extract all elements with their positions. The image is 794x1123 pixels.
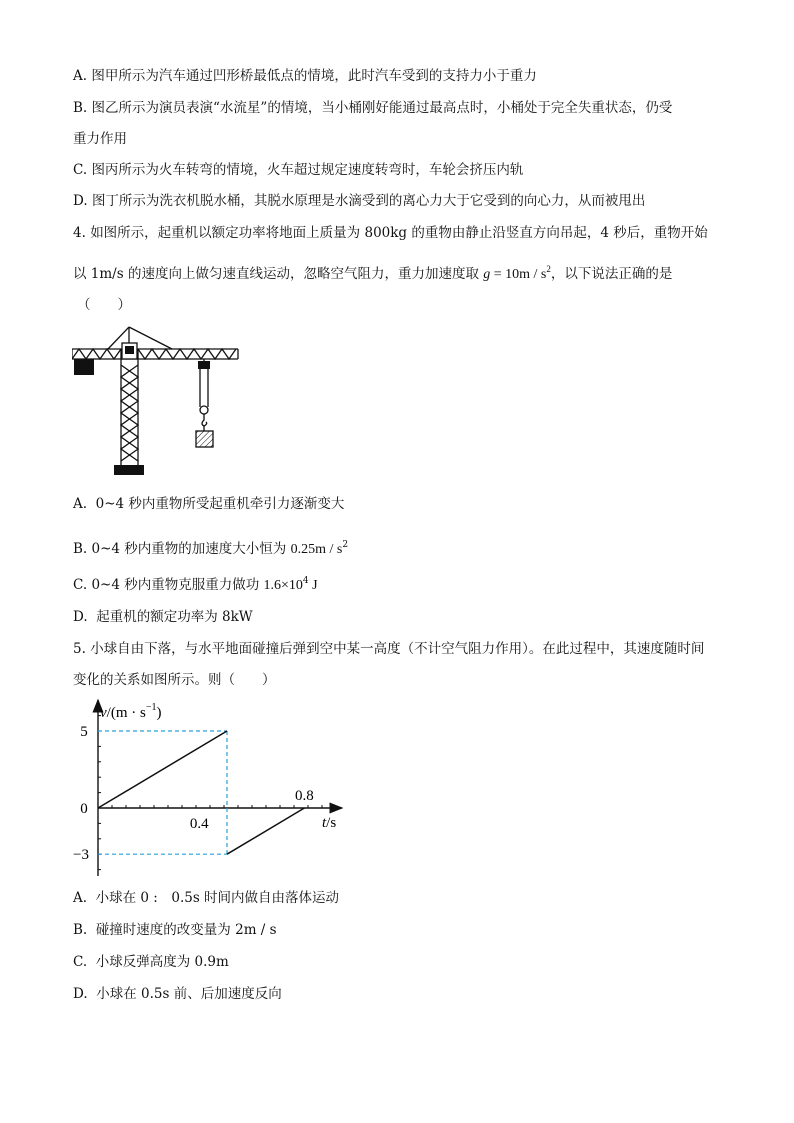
- g-symbol: g: [483, 267, 491, 282]
- option-text: 0~4 秒内重物所受起重机牵引力逐渐变大: [95, 496, 345, 512]
- option-text: 0~4 秒内重物的加速度大小恒为: [91, 541, 291, 557]
- q4-option-b: [73, 536, 348, 559]
- gravity-formula: [483, 264, 551, 282]
- q5-stem-line2: [73, 671, 276, 689]
- option-label: B.: [73, 922, 88, 938]
- option-text: 图丁所示为洗衣机脱水桶，其脱水原理是水滴受到的离心力大于它受到的向心力，从而被甩出: [91, 193, 646, 209]
- option-text: 图甲所示为汽车通过凹形桥最低点的情境，此时汽车受到的支持力小于重力: [91, 68, 537, 84]
- option-prev-b-cont: [73, 130, 127, 148]
- option-text: 碰撞时速度的改变量为 2m / s: [95, 922, 277, 938]
- option-label: B.: [73, 100, 88, 116]
- question-stem: 如图所示，起重机以额定功率将地面上质量为 800kg 的重物由静止沿竖直方向吊起，4 秒后，重物开始: [90, 225, 708, 241]
- x-axis-label: [322, 815, 336, 831]
- option-text: 图丙所示为火车转弯的情境，火车超过规定速度转弯时，车轮会挤压内轨: [91, 162, 524, 178]
- option-text: 重力作用: [73, 131, 127, 147]
- exponent: 4: [302, 576, 309, 586]
- crane-cab-window: [125, 346, 134, 354]
- trolley: [198, 361, 210, 369]
- q4-stem-line2: [73, 260, 672, 284]
- counterweight: [74, 359, 94, 375]
- option-unit: J: [308, 578, 318, 593]
- y-tick-label: −3: [73, 847, 89, 864]
- question-number: 5.: [73, 641, 86, 657]
- x-label-unit: /s: [326, 815, 337, 831]
- y-label-exp: −1: [145, 702, 157, 713]
- option-label: C.: [73, 162, 88, 178]
- option-text: 图乙所示为演员表演“水流星”的情境，当小桶刚好能通过最高点时，小桶处于完全失重状态，仍受: [91, 100, 673, 116]
- option-prev-b: [73, 99, 672, 117]
- option-label: C.: [73, 577, 88, 593]
- option-label: D.: [73, 986, 88, 1002]
- option-text: 0~4 秒内重物克服重力做功: [91, 577, 264, 593]
- option-label: D.: [73, 609, 88, 625]
- option-text: 小球在 0 : 0.5s 时间内做自由落体运动: [95, 890, 340, 906]
- option-prev-d: [73, 192, 645, 210]
- option-label: A.: [73, 890, 88, 906]
- q5-stem-line1: [73, 640, 704, 658]
- q5-option-c: [73, 953, 229, 971]
- x-tick-label: 0.4: [189, 816, 209, 832]
- option-text: 起重机的额定功率为 8kW: [96, 609, 253, 625]
- y-tick-label: 5: [80, 724, 88, 740]
- x-label-var: t: [322, 815, 327, 831]
- option-label: D.: [73, 193, 88, 209]
- question-stem: 小球自由下落，与水平地面碰撞后弹到空中某一高度（不计空气阻力作用）。在此过程中，其速度随时间: [90, 641, 705, 657]
- y-label-close: ): [156, 705, 162, 721]
- crane-figure: [72, 325, 242, 480]
- option-value: 0.25m / s: [290, 542, 343, 557]
- exponent: 2: [546, 264, 551, 274]
- q5-option-b: [73, 921, 277, 939]
- q5-option-d: [73, 985, 282, 1003]
- option-prev-a: [73, 67, 537, 85]
- g-value: = 10m / s: [490, 267, 547, 282]
- question-stem: 以 1m/s 的速度向上做匀速直线运动，忽略空气阻力，重力加速度取: [73, 266, 484, 282]
- q4-option-c: [73, 572, 318, 595]
- option-text: 小球在 0.5s 前、后加速度反向: [96, 986, 282, 1002]
- q5-option-a: [73, 889, 339, 907]
- question-stem: 变化的关系如图所示。则（ ）: [73, 672, 276, 688]
- question-stem: ，以下说法正确的是: [550, 266, 673, 282]
- q4-option-a: [73, 495, 344, 513]
- y-tick-label: 0: [80, 801, 88, 817]
- option-prev-c: [73, 161, 523, 179]
- series-line-rebound: [227, 808, 304, 854]
- y-label-var: v: [100, 705, 107, 721]
- x-tick-label: 0.8: [295, 788, 314, 804]
- option-text: 小球反弹高度为 0.9m: [95, 954, 229, 970]
- exponent: 2: [342, 540, 349, 550]
- q4-answer-blank: [77, 296, 131, 314]
- answer-blank: （ ）: [77, 297, 131, 313]
- load-weight: [196, 431, 213, 447]
- series-line-fall: [98, 731, 227, 808]
- option-label: B.: [73, 541, 88, 557]
- option-label: A.: [73, 68, 88, 84]
- option-label: A.: [73, 496, 88, 512]
- option-label: C.: [73, 954, 88, 970]
- y-label-unit: /(m · s: [106, 705, 146, 721]
- q4-option-d: [73, 608, 253, 626]
- question-number: 4.: [73, 225, 86, 241]
- q4-stem-line1: [73, 224, 708, 242]
- velocity-time-graph: [70, 696, 350, 876]
- y-axis-label: [100, 702, 161, 721]
- option-value: 1.6×10: [263, 578, 303, 593]
- crane-base: [114, 465, 144, 475]
